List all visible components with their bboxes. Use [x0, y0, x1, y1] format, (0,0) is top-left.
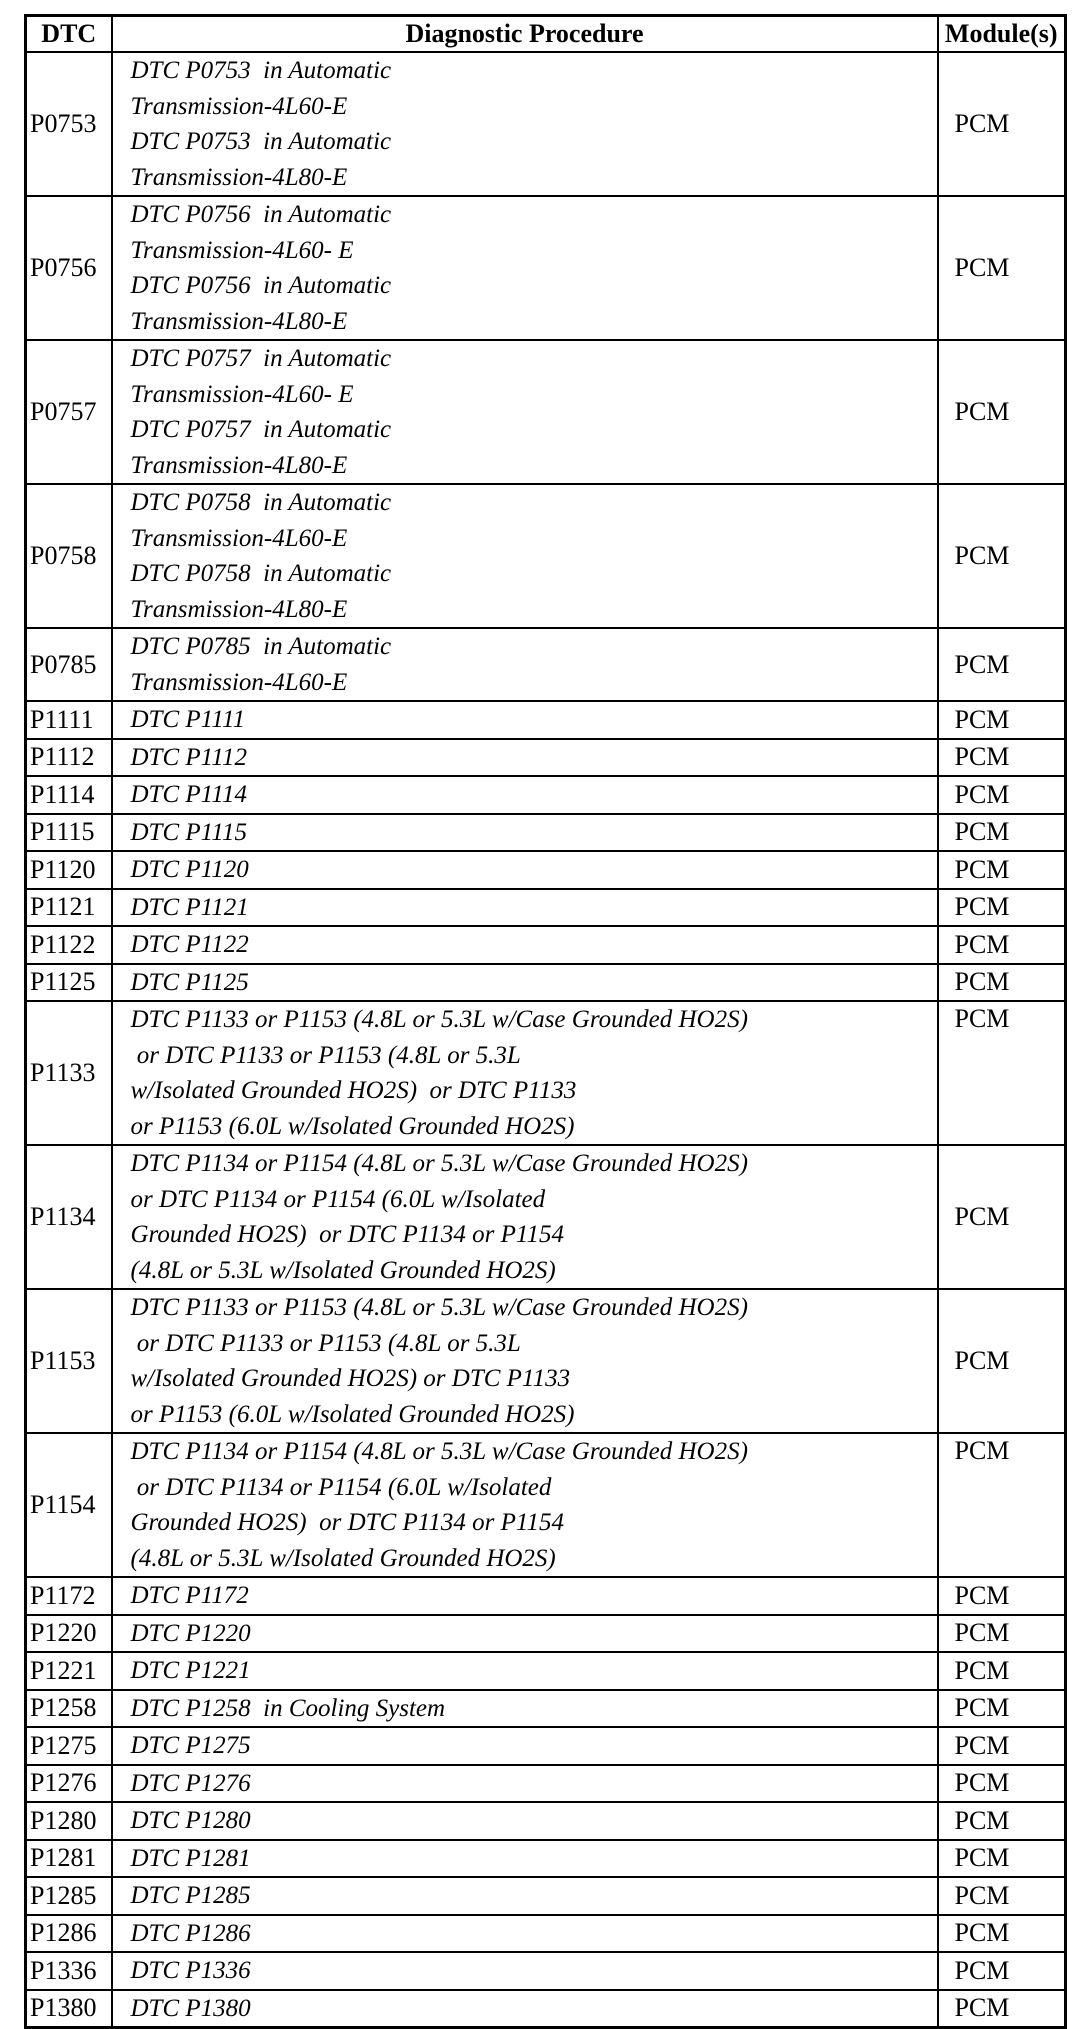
table-row [26, 739, 1066, 777]
diagnostic-procedure [112, 1765, 938, 1803]
procedure-line: DTC P0756 in Automatic [130, 272, 392, 299]
diagnostic-procedure [112, 52, 938, 196]
procedure-line: Transmission-4L60- E [130, 380, 354, 408]
diagnostic-procedure [112, 1952, 938, 1990]
module: PCM [938, 739, 1066, 777]
diagnostic-procedure [112, 1145, 938, 1289]
dtc-code: P0756 [26, 196, 112, 340]
dtc-code: P1220 [26, 1615, 112, 1653]
procedure-line: w/Isolated Grounded HO2S) or DTC P1133 [130, 1077, 577, 1104]
dtc-table [24, 14, 1067, 2029]
dtc-code: P1121 [26, 889, 112, 927]
module: PCM [938, 1690, 1066, 1728]
module: PCM [938, 1802, 1066, 1840]
module: PCM [938, 1990, 1066, 2028]
diagnostic-procedure [112, 196, 938, 340]
module: PCM [938, 814, 1066, 852]
module: PCM [938, 964, 1066, 1002]
table-row [26, 1877, 1066, 1915]
procedure-line: DTC P1220 [130, 1619, 251, 1647]
procedure-line: Transmission-4L60-E [130, 524, 348, 552]
procedure-line: Transmission-4L60- E [130, 236, 354, 264]
dtc-code: P1281 [26, 1840, 112, 1878]
module: PCM [938, 1433, 1066, 1577]
procedure-line: Transmission-4L80-E [130, 595, 348, 623]
diagnostic-procedure [112, 814, 938, 852]
procedure-line: Transmission-4L60-E [130, 92, 348, 120]
procedure-line: (4.8L or 5.3L w/Isolated Grounded HO2S) [130, 1544, 556, 1572]
table-header [26, 16, 1066, 53]
dtc-code: P1172 [26, 1577, 112, 1615]
dtc-code: P0785 [26, 628, 112, 701]
procedure-line: Transmission-4L80-E [130, 307, 348, 335]
diagnostic-procedure [112, 1802, 938, 1840]
module: PCM [938, 1652, 1066, 1690]
dtc-code: P1275 [26, 1727, 112, 1765]
table-row [26, 814, 1066, 852]
table-row [26, 964, 1066, 1002]
module: PCM [938, 484, 1066, 628]
table-row [26, 1615, 1066, 1653]
procedure-line: DTC P1280 [130, 1807, 251, 1834]
table-row [26, 1577, 1066, 1615]
procedure-line: DTC P1121 [130, 893, 249, 921]
diagnostic-procedure [112, 1990, 938, 2028]
table-row [26, 1802, 1066, 1840]
procedure-line: (4.8L or 5.3L w/Isolated Grounded HO2S) [130, 1256, 556, 1284]
module: PCM [938, 926, 1066, 964]
module: PCM [938, 1615, 1066, 1653]
table-row [26, 52, 1066, 196]
dtc-code: P1125 [26, 964, 112, 1002]
table-row [26, 1690, 1066, 1728]
dtc-code: P1153 [26, 1289, 112, 1433]
module: PCM [938, 196, 1066, 340]
dtc-code: P1122 [26, 926, 112, 964]
table-row [26, 1001, 1066, 1145]
dtc-code: P0757 [26, 340, 112, 484]
procedure-line: DTC P0757 in Automatic [130, 345, 392, 372]
procedure-line: DTC P1276 [130, 1769, 251, 1797]
dtc-code: P1336 [26, 1952, 112, 1990]
procedure-line: or DTC P1133 or P1153 (4.8L or 5.3L [130, 1329, 521, 1357]
diagnostic-procedure [112, 1577, 938, 1615]
procedure-line: Transmission-4L60-E [130, 668, 348, 696]
diagnostic-procedure [112, 1877, 938, 1915]
table-row [26, 484, 1066, 628]
procedure-line: DTC P0756 in Automatic [130, 201, 392, 228]
procedure-line: DTC P1125 [130, 968, 249, 996]
module: PCM [938, 1765, 1066, 1803]
procedure-line: Transmission-4L80-E [130, 163, 348, 191]
table-row [26, 889, 1066, 927]
table-row [26, 1727, 1066, 1765]
module: PCM [938, 1001, 1066, 1145]
procedure-line: DTC P1133 or P1153 (4.8L or 5.3L w/Case Grounded HO2S) [130, 1294, 748, 1321]
dtc-code: P1285 [26, 1877, 112, 1915]
dtc-code: P1112 [26, 739, 112, 777]
table-row [26, 340, 1066, 484]
table-row [26, 776, 1066, 814]
dtc-code: P1134 [26, 1145, 112, 1289]
procedure-line: DTC P1112 [130, 743, 247, 771]
procedure-line: or P1153 (6.0L w/Isolated Grounded HO2S) [130, 1112, 575, 1140]
module: PCM [938, 1289, 1066, 1433]
procedure-line: DTC P1286 [130, 1919, 251, 1947]
dtc-code: P1276 [26, 1765, 112, 1803]
dtc-code: P1133 [26, 1001, 112, 1145]
table-row [26, 926, 1066, 964]
dtc-code: P0758 [26, 484, 112, 628]
diagnostic-procedure [112, 1652, 938, 1690]
table-row [26, 1145, 1066, 1289]
diagnostic-procedure [112, 1915, 938, 1953]
procedure-line: DTC P1336 [130, 1957, 251, 1984]
module: PCM [938, 701, 1066, 739]
procedure-line: DTC P1122 [130, 931, 249, 958]
diagnostic-procedure [112, 1690, 938, 1728]
procedure-line: DTC P1281 [130, 1844, 251, 1872]
dtc-code: P1221 [26, 1652, 112, 1690]
procedure-line: DTC P0785 in Automatic [130, 633, 392, 660]
diagnostic-procedure [112, 889, 938, 927]
module: PCM [938, 889, 1066, 927]
procedure-line: DTC P0753 in Automatic [130, 57, 392, 84]
diagnostic-procedure [112, 964, 938, 1002]
procedure-line: DTC P1258 in Cooling System [130, 1694, 446, 1722]
module: PCM [938, 1952, 1066, 1990]
table-row [26, 851, 1066, 889]
dtc-code: P1154 [26, 1433, 112, 1577]
diagnostic-procedure [112, 340, 938, 484]
diagnostic-procedure [112, 739, 938, 777]
diagnostic-procedure [112, 1615, 938, 1653]
module: PCM [938, 628, 1066, 701]
procedure-line: DTC P1221 [130, 1657, 251, 1684]
table-row [26, 196, 1066, 340]
procedure-line: DTC P1133 or P1153 (4.8L or 5.3L w/Case Grounded HO2S) [130, 1006, 748, 1033]
procedure-line: DTC P1275 [130, 1732, 251, 1759]
procedure-line: DTC P1111 [130, 706, 246, 733]
procedure-line: DTC P1115 [130, 818, 247, 846]
diagnostic-procedure [112, 1840, 938, 1878]
diagnostic-procedure [112, 701, 938, 739]
table-row [26, 1652, 1066, 1690]
dtc-code: P1280 [26, 1802, 112, 1840]
dtc-code: P1111 [26, 701, 112, 739]
module: PCM [938, 1915, 1066, 1953]
procedure-line: DTC P0753 in Automatic [130, 128, 392, 155]
diagnostic-procedure [112, 628, 938, 701]
procedure-line: w/Isolated Grounded HO2S) or DTC P1133 [130, 1365, 571, 1392]
module: PCM [938, 1577, 1066, 1615]
procedure-line: or DTC P1134 or P1154 (6.0L w/Isolated [130, 1473, 552, 1501]
module: PCM [938, 1840, 1066, 1878]
header-modules: Module(s) [938, 16, 1066, 53]
diagnostic-procedure [112, 1433, 938, 1577]
dtc-code: P1380 [26, 1990, 112, 2028]
procedure-line: or DTC P1133 or P1153 (4.8L or 5.3L [130, 1041, 521, 1069]
table-row [26, 1990, 1066, 2028]
diagnostic-procedure [112, 776, 938, 814]
module: PCM [938, 1727, 1066, 1765]
table-row [26, 1765, 1066, 1803]
table-row [26, 1289, 1066, 1433]
dtc-code: P0753 [26, 52, 112, 196]
diagnostic-procedure [112, 484, 938, 628]
header-dtc: DTC [26, 16, 112, 53]
module: PCM [938, 776, 1066, 814]
procedure-line: or P1153 (6.0L w/Isolated Grounded HO2S) [130, 1400, 575, 1428]
header-diagnostic-procedure: Diagnostic Procedure [112, 16, 938, 53]
table-row [26, 1952, 1066, 1990]
diagnostic-procedure [112, 926, 938, 964]
diagnostic-procedure [112, 851, 938, 889]
procedure-line: DTC P1134 or P1154 (4.8L or 5.3L w/Case Grounded HO2S) [130, 1438, 748, 1465]
procedure-line: DTC P1114 [130, 781, 247, 808]
procedure-line: DTC P1285 [130, 1882, 251, 1909]
diagnostic-procedure [112, 1727, 938, 1765]
diagnostic-procedure [112, 1001, 938, 1145]
procedure-line: Transmission-4L80-E [130, 451, 348, 479]
table-row [26, 1433, 1066, 1577]
procedure-line: DTC P0758 in Automatic [130, 489, 392, 516]
dtc-code: P1286 [26, 1915, 112, 1953]
dtc-code: P1120 [26, 851, 112, 889]
module: PCM [938, 1877, 1066, 1915]
procedure-line: Grounded HO2S) or DTC P1134 or P1154 [130, 1221, 565, 1248]
procedure-line: DTC P1120 [130, 856, 249, 883]
procedure-line: DTC P1172 [130, 1582, 249, 1609]
procedure-line: DTC P0757 in Automatic [130, 416, 392, 443]
table-row [26, 1840, 1066, 1878]
module: PCM [938, 52, 1066, 196]
table-row [26, 628, 1066, 701]
table-body [26, 52, 1066, 2028]
procedure-line: DTC P0758 in Automatic [130, 560, 392, 587]
table-row [26, 1915, 1066, 1953]
diagnostic-procedure [112, 1289, 938, 1433]
table-row [26, 701, 1066, 739]
header-row [26, 16, 1066, 53]
procedure-line: Grounded HO2S) or DTC P1134 or P1154 [130, 1509, 565, 1536]
module: PCM [938, 851, 1066, 889]
procedure-line: DTC P1380 [130, 1994, 251, 2022]
module: PCM [938, 1145, 1066, 1289]
dtc-code: P1258 [26, 1690, 112, 1728]
dtc-code: P1115 [26, 814, 112, 852]
dtc-code: P1114 [26, 776, 112, 814]
procedure-line: or DTC P1134 or P1154 (6.0L w/Isolated [130, 1185, 546, 1213]
procedure-line: DTC P1134 or P1154 (4.8L or 5.3L w/Case Grounded HO2S) [130, 1150, 748, 1177]
module: PCM [938, 340, 1066, 484]
